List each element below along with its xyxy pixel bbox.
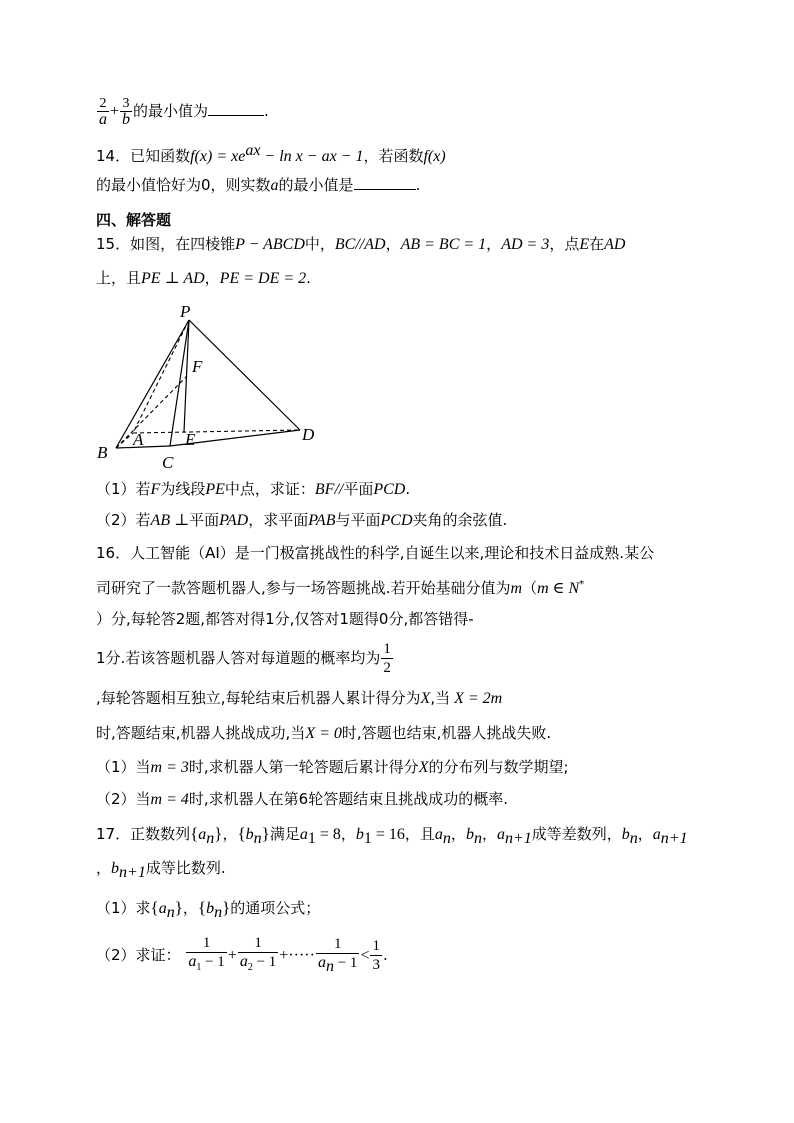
- q17-part-2: （2）求证： $\frac{1}{a_1 - 1}$ + $\frac{1}{a_2 - 1}$ +····· $\frac{1}{a_n - 1}$ < $\frac{1}{3}$ .: [96, 935, 388, 975]
- fraction-2-over-a: $\frac{2}{a}$: [99, 96, 107, 128]
- q16-line-4: 1分.若该答题机器人答对每道题的概率均为 $\frac{1}{2}$: [96, 641, 391, 676]
- edge-PD: [189, 320, 300, 430]
- fraction-one-third: $\frac{1}{3}$: [372, 938, 380, 973]
- q17-part-1: （1）求$\{a_n\}$，$\{b_n\}$的通项公式；: [96, 898, 321, 921]
- q14-line-1: 14．已知函数$f(x) = xe^{ax} - \ln x$ − ax − 1，若函数f(x): [96, 142, 446, 165]
- label-F: F: [192, 357, 203, 376]
- q17-line-1: 17．正数数列$\{a_n\}$，$\{b_n\}$满足$a_1 = 8$，$b_1 = 16$，且$a_n$，$b_n$，$a_{n+1}$成等差数列，$b_n$，$a_{n+1}$: [96, 824, 688, 847]
- q13-tail-line: $\frac{2}{a}$ + $\frac{3}{b}$ 的最小值为 .: [99, 96, 269, 128]
- section-heading: 四、解答题: [96, 211, 172, 229]
- q15-line-1: 15．如图，在四棱锥P − ABCD中，BC//AD，AB = BC = 1，AD = 3，点E在AD: [96, 235, 626, 253]
- fraction-one-half: $\frac{1}{2}$: [383, 641, 391, 676]
- label-P: P: [180, 302, 191, 321]
- pyramid-figure: [92, 300, 332, 472]
- fraction-1-over-an-minus-1: $\frac{1}{a_n - 1}$: [317, 936, 358, 975]
- fraction-3-over-b: $\frac{3}{b}$: [122, 96, 131, 128]
- label-B: B: [97, 443, 108, 462]
- q16-line-5: ,每轮答题相互独立,每轮结束后机器人累计得分为X,当 X = 2m: [96, 689, 503, 707]
- q16-line-1: 16．人工智能（AI）是一门极富挑战性的科学,自诞生以来,理论和技术日益成熟.某公: [96, 544, 655, 562]
- answer-blank: [208, 101, 264, 116]
- q16-part-2: （2）当m = 4时,求机器人在第6轮答题结束且挑战成功的概率.: [96, 790, 508, 808]
- q16-part-1: （1）当m = 3时,求机器人第一轮答题后累计得分X的分布列与数学期望;: [96, 758, 569, 776]
- label-C: C: [162, 453, 174, 472]
- label-D: D: [302, 425, 315, 444]
- edge-PB: [116, 320, 189, 448]
- q16-line-6: 时,答题结束,机器人挑战成功,当X = 0时,答题也结束,机器人挑战失败.: [96, 724, 552, 742]
- q16-line-3: ）分,每轮答2题,都答对得1分,仅答对1题得0分,都答错得-: [96, 610, 474, 628]
- q15-part-1: （1）若F为线段PE中点，求证：BF//平面PCD.: [96, 480, 411, 498]
- q15-part-2: （2）若AB ⊥平面PAD，求平面PAB与平面PCD夹角的余弦值.: [96, 511, 508, 529]
- q16-line-2: 司研究了一款答题机器人,参与一场答题挑战.若开始基础分值为m（m ∈ N*: [96, 579, 585, 597]
- q17-line-2: ，$b_{n+1}$成等比数列.: [96, 859, 226, 881]
- label-E: E: [185, 430, 196, 449]
- q15-line-2: 上，且PE ⊥ AD，PE = DE = 2.: [96, 269, 311, 287]
- fraction-1-over-a1-minus-1: $\frac{1}{a_1 - 1}$: [188, 935, 225, 973]
- answer-blank: [354, 175, 416, 190]
- q14-line-2: 的最小值恰好为0，则实数a的最小值是 .: [96, 176, 421, 194]
- fraction-1-over-a2-minus-1: $\frac{1}{a_2 - 1}$: [239, 935, 277, 973]
- label-A: A: [133, 430, 144, 449]
